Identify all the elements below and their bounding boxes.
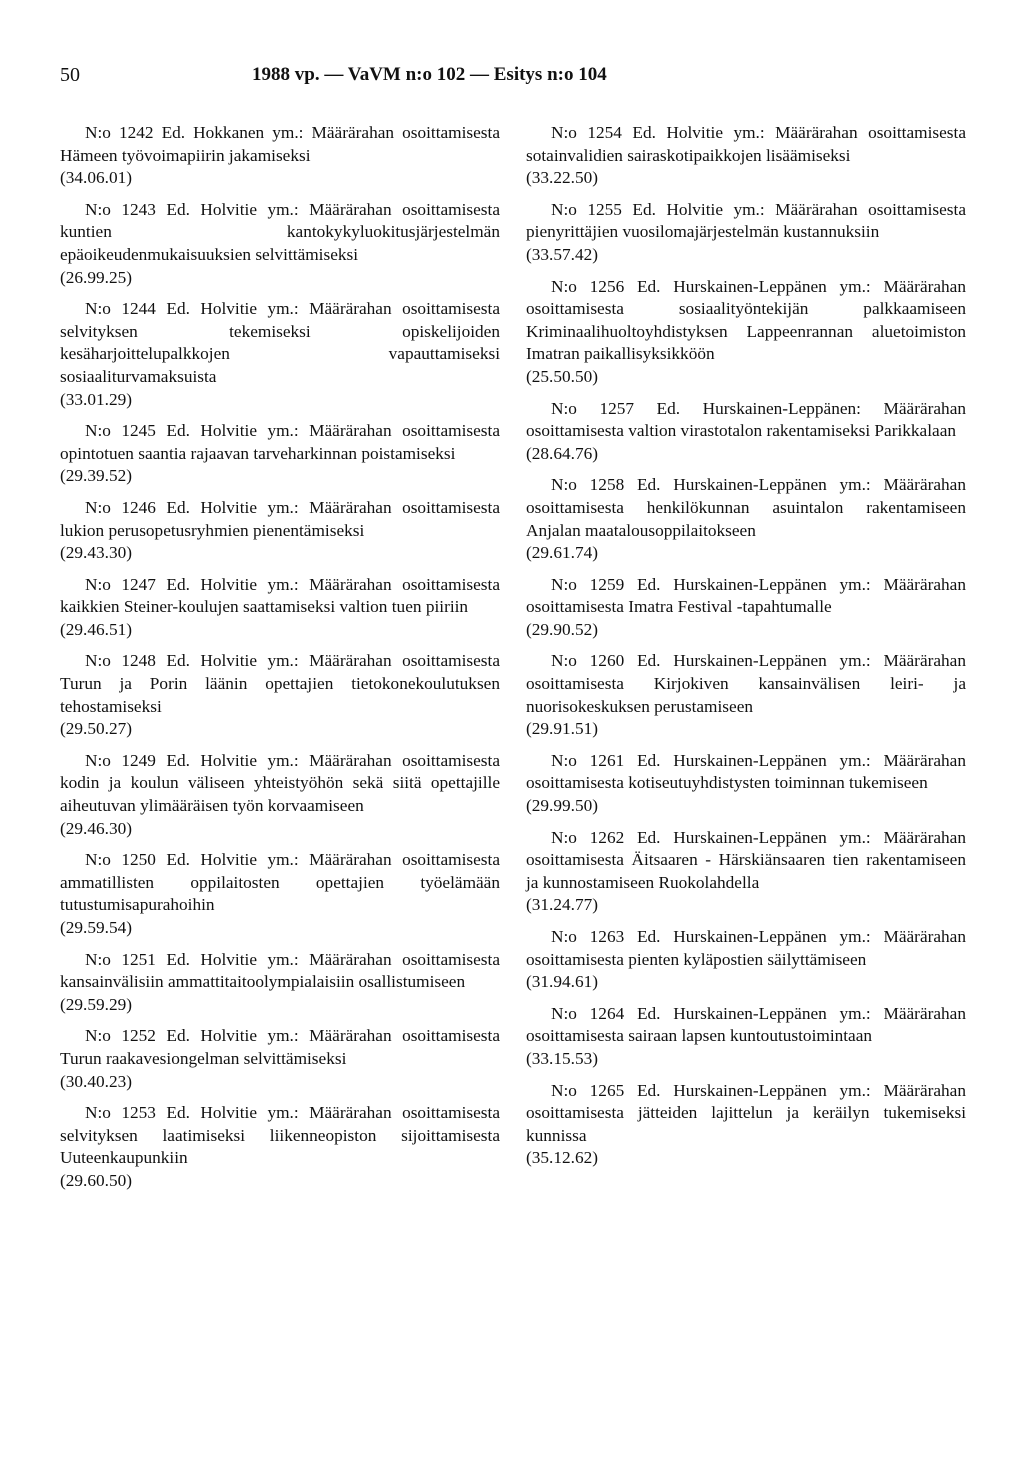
entry-code: (29.46.51) <box>60 619 132 639</box>
entry-code: (26.99.25) <box>60 267 132 287</box>
entry-code: (29.59.54) <box>60 918 132 937</box>
entry-text: N:o 1256 Ed. Hurskainen-Leppänen ym.: Määrärahan osoittamisesta sosiaalityöntekijän palkkaamiseen Kriminaalihuoltoyhdistyksen Lappeenrannan aluetoimiston Imatran paikallisyksikköön <box>526 276 966 364</box>
entry-code: (29.61.74) <box>526 543 598 563</box>
entry-text: N:o 1247 Ed. Holvitie ym.: Määrärahan osoittamisesta kaikkien Steiner-koulujen saattamiseksi valtion tuen piiriin <box>60 574 500 617</box>
entry-text: N:o 1243 Ed. Holvitie ym.: Määrärahan osoittamisesta kuntien kantokykyluokitusjärjestelmän epäoikeudenmukaisuuksien selvittämiseksi <box>60 199 500 264</box>
running-head: 1988 vp. — VaVM n:o 102 — Esitys n:o 104 <box>252 64 607 85</box>
entry-text: N:o 1261 Ed. Hurskainen-Leppänen ym.: Määrärahan osoittamisesta kotiseutuyhdistysten toiminnan tukemiseen <box>526 750 966 793</box>
entry-code: (28.64.76) <box>526 443 598 463</box>
entry-text: N:o 1255 Ed. Holvitie ym.: Määrärahan osoittamisesta pienyrittäjien vuosilomajärjestelmän kustannuksiin <box>526 199 966 242</box>
entry <box>526 474 966 564</box>
entry <box>526 398 966 466</box>
entry-code: (29.50.27) <box>60 719 132 739</box>
entry-code: (31.94.61) <box>526 972 598 992</box>
entry <box>60 650 500 740</box>
entry-text: N:o 1260 Ed. Hurskainen-Leppänen ym.: Määrärahan osoittamisesta Kirjokiven kansainvälisen leiri- ja nuorisokeskuksen perustamiseen <box>526 651 966 716</box>
entry <box>60 420 500 488</box>
entry-text: N:o 1248 Ed. Holvitie ym.: Määrärahan osoittamisesta Turun ja Porin läänin opettajien tietokonekoulutuksen tehostamiseksi <box>60 651 500 716</box>
entry <box>526 650 966 740</box>
entry-code: (29.99.50) <box>526 796 598 816</box>
entry <box>526 926 966 994</box>
entry <box>60 574 500 642</box>
entry <box>526 827 966 917</box>
page-number: 50 <box>60 64 80 86</box>
entry-code: (29.39.52) <box>60 466 132 486</box>
entry <box>60 298 500 411</box>
entry <box>60 122 500 190</box>
right-column <box>526 122 966 1179</box>
entry-text: N:o 1249 Ed. Holvitie ym.: Määrärahan osoittamisesta kodin ja koulun väliseen yhteistyöhön sekä siitä opettajille aiheutuvan ylimääräisen työn korvaamiseen <box>60 750 500 816</box>
entry <box>526 1003 966 1071</box>
entry-text: N:o 1250 Ed. Holvitie ym.: Määrärahan osoittamisesta ammatillisten oppilaitosten opettajien työelämään tutustumisapurahoihin <box>60 850 500 915</box>
entry <box>526 199 966 267</box>
entry-code: (29.60.50) <box>60 1170 132 1190</box>
entry-text: N:o 1259 Ed. Hurskainen-Leppänen ym.: Määrärahan osoittamisesta Imatra Festival -tapahtumalle <box>526 574 966 617</box>
entry <box>60 199 500 289</box>
entry-text: N:o 1258 Ed. Hurskainen-Leppänen ym.: Määrärahan osoittamisesta henkilökunnan asuintalon rakentamiseen Anjalan maatalousoppilaitokseen <box>526 475 966 540</box>
entry-code: (29.43.30) <box>60 543 132 563</box>
left-column <box>60 122 500 1202</box>
entry <box>60 1102 500 1192</box>
entry-text: N:o 1262 Ed. Hurskainen-Leppänen ym.: Määrärahan osoittamisesta Äitsaaren - Härskiänsaaren tien rakentamiseen ja kunnostamiseen Ruokolahdella <box>526 827 966 892</box>
entry-code: (33.22.50) <box>526 168 598 188</box>
entry-text: N:o 1244 Ed. Holvitie ym.: Määrärahan osoittamisesta selvityksen tekemiseksi opiskelijoiden kesäharjoittelupalkkojen vapauttamiseksi sosiaaliturvamaksuista <box>60 299 500 386</box>
entry-text: N:o 1263 Ed. Hurskainen-Leppänen ym.: Määrärahan osoittamisesta pienten kyläpostien säilyttämiseen <box>526 927 966 969</box>
entry <box>60 497 500 565</box>
entry-code: (33.15.53) <box>526 1048 598 1068</box>
entry-text: N:o 1245 Ed. Holvitie ym.: Määrärahan osoittamisesta opintotuen saantia rajaavan tarveharkinnan poistamiseksi <box>60 421 500 463</box>
page-header <box>0 64 1024 92</box>
entry <box>526 750 966 818</box>
entry-code: (30.40.23) <box>60 1071 132 1091</box>
entry <box>526 276 966 389</box>
entry-code: (29.91.51) <box>526 719 598 739</box>
entry-text: N:o 1253 Ed. Holvitie ym.: Määrärahan osoittamisesta selvityksen laatimiseksi liikenneopiston sijoittamisesta Uuteenkaupunkiin <box>60 1103 500 1168</box>
entry <box>60 1025 500 1093</box>
entry <box>526 574 966 642</box>
entry <box>526 1080 966 1170</box>
entry-code: (35.12.62) <box>526 1148 598 1168</box>
entry-code: (25.50.50) <box>526 366 598 386</box>
entry-text: N:o 1251 Ed. Holvitie ym.: Määrärahan osoittamisesta kansainvälisiin ammattitaitoolympialaisiin osallistumiseen <box>60 949 500 992</box>
entry-text: N:o 1264 Ed. Hurskainen-Leppänen ym.: Määrärahan osoittamisesta sairaan lapsen kuntoutustoimintaan <box>526 1003 966 1046</box>
entry-text: N:o 1252 Ed. Holvitie ym.: Määrärahan osoittamisesta Turun raakavesiongelman selvittämiseksi <box>60 1026 500 1068</box>
entry <box>60 949 500 1017</box>
entry-code: (34.06.01) <box>60 168 132 188</box>
entry-code: (29.90.52) <box>526 619 598 639</box>
entry-text: N:o 1257 Ed. Hurskainen-Leppänen: Määrärahan osoittamisesta valtion virastotalon rakentamiseksi Parikkalaan <box>526 398 966 441</box>
entry-text: N:o 1254 Ed. Holvitie ym.: Määrärahan osoittamisesta sotainvalidien sairaskotipaikkojen lisäämiseksi <box>526 123 966 165</box>
entry-text: N:o 1265 Ed. Hurskainen-Leppänen ym.: Määrärahan osoittamisesta jätteiden lajittelun ja keräilyn tukemiseksi kunnissa <box>526 1080 966 1145</box>
entry-code: (31.24.77) <box>526 895 598 915</box>
entry <box>60 849 500 939</box>
entry-text: N:o 1242 Ed. Hokkanen ym.: Määrärahan osoittamisesta Hämeen työvoimapiirin jakamiseksi <box>60 123 500 165</box>
entry-code: (29.46.30) <box>60 818 132 838</box>
entry-code: (29.59.29) <box>60 994 132 1014</box>
entry-code: (33.57.42) <box>526 244 598 264</box>
entry-code: (33.01.29) <box>60 389 132 409</box>
entry <box>60 750 500 840</box>
entry-text: N:o 1246 Ed. Holvitie ym.: Määrärahan osoittamisesta lukion perusopetusryhmien pienentämiseksi <box>60 497 500 540</box>
entry <box>526 122 966 190</box>
